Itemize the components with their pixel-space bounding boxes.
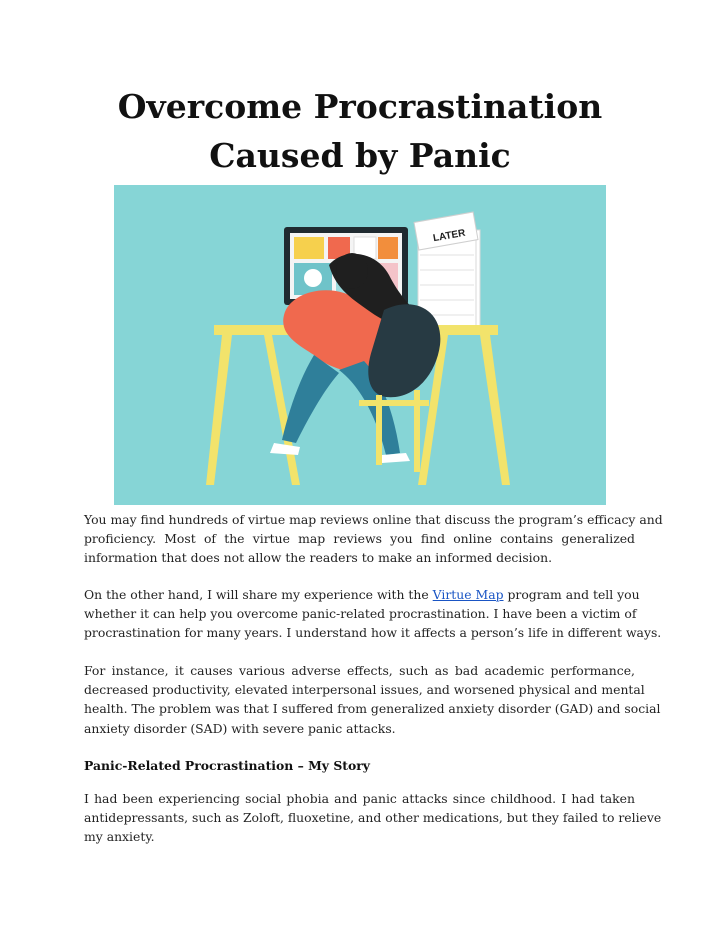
woman-at-desk-illustration-icon: [114, 185, 606, 505]
text-line: anxiety disorder (SAD) with severe panic attacks.: [84, 720, 396, 736]
text-line: information that does not allow the readers to make an informed decision.: [84, 550, 553, 566]
text-line: health. The problem was that I suffered from generalized anxiety disorder (GAD) and social: [84, 701, 661, 717]
text-line: decreased productivity, elevated interpersonal issues, and worsened physical and mental: [84, 682, 645, 698]
text-line: whether it can help you overcome panic-related procrastination. I have been a victim of: [84, 606, 637, 622]
text-line: I had been experiencing social phobia and panic attacks since childhood. I had taken: [84, 791, 635, 806]
paragraph-intro: [84, 510, 663, 568]
paragraph-experience: [84, 585, 662, 643]
section-heading: Panic-Related Procrastination – My Story: [84, 758, 370, 773]
text-line: You may find hundreds of virtue map reviews online that discuss the program’s efficacy and: [84, 512, 663, 527]
text-line: For instance, it causes various adverse effects, such as bad academic performance,: [84, 663, 635, 678]
paragraph-story: [84, 789, 662, 847]
text-line: my anxiety.: [84, 829, 155, 845]
virtue-map-link[interactable]: Virtue Map: [432, 587, 504, 602]
text-segment: On the other hand, I will share my experience with the: [84, 587, 429, 602]
text-line: [84, 585, 640, 604]
page-title-line-1: Overcome Procrastination: [117, 87, 603, 126]
hero-illustration: [114, 185, 606, 505]
text-line: proficiency. Most of the virtue map reviews you find online contains generalized: [84, 531, 635, 547]
page-title-line-2: Caused by Panic: [209, 136, 511, 175]
text-segment: program and tell you: [507, 587, 640, 602]
text-line: procrastination for many years. I understand how it affects a person’s life in different ways.: [84, 625, 662, 641]
paragraph-effects: [84, 661, 661, 738]
later-note-text: LATER: [432, 227, 467, 245]
text-line: antidepressants, such as Zoloft, fluoxetine, and other medications, but they failed to relieve: [84, 810, 662, 826]
